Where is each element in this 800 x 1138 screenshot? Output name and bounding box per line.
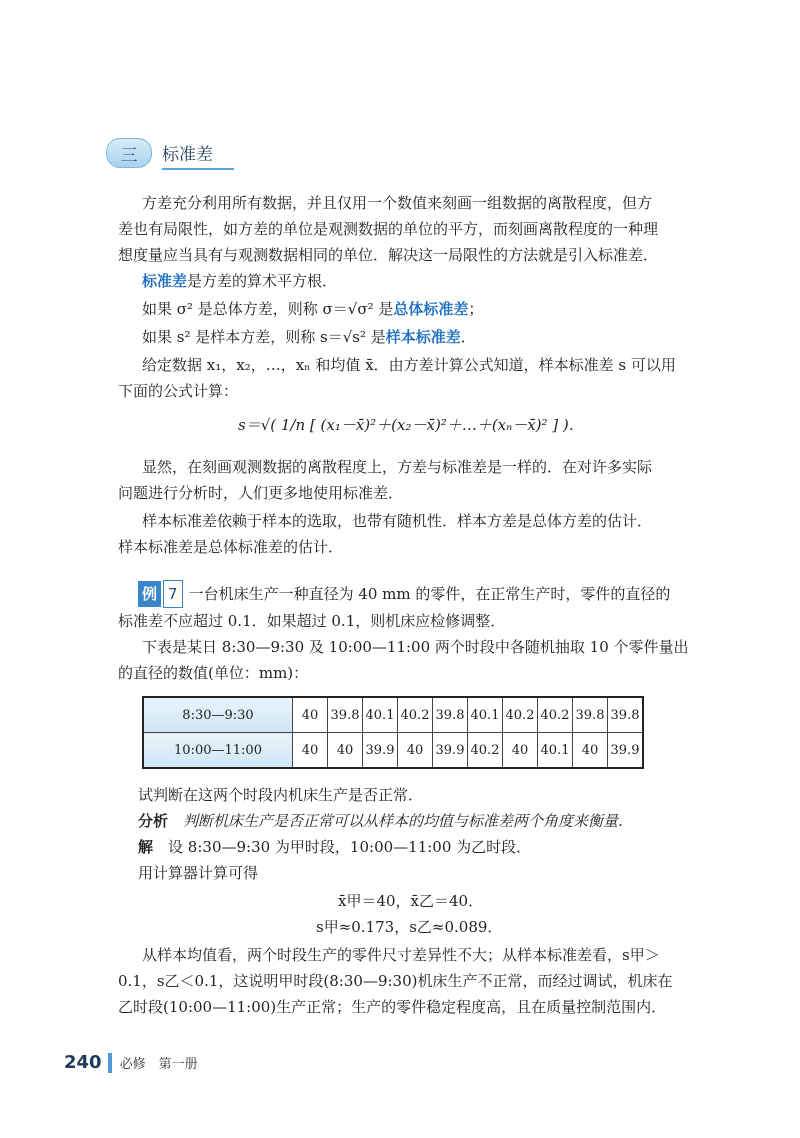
table-cell: 40.2 xyxy=(538,697,573,733)
table-cell: 40.2 xyxy=(503,697,538,733)
population-prefix: 如果 σ² 是总体方差，则称 σ＝√σ² 是 xyxy=(142,300,394,318)
example-line-3: 下表是某日 8:30—9:30 及 10:00—11:00 两个时段中各随机抽取 10 个零件量出 xyxy=(142,638,689,656)
table-cell: 40.2 xyxy=(398,697,433,733)
footer-divider xyxy=(108,1053,112,1073)
std-formula: s＝√( 1/n [ (x₁－x̄)²＋(x₂－x̄)²＋…＋(xₙ－x̄)² ] )． xyxy=(238,416,584,434)
intro-line-3: 想度量应当具有与观测数据相同的单位．解决这一局限性的方法就是引入标准差． xyxy=(118,246,659,264)
obviously-line-2: 问题进行分析时，人们更多地使用标准差． xyxy=(118,484,404,502)
section-title: 标准差 xyxy=(162,140,234,170)
section-heading xyxy=(106,138,234,168)
solution-label: 解 xyxy=(138,838,154,856)
intro-line-2: 差也有局限性，如方差的单位是观测数据的单位的平方，而刻画离散程度的一种理 xyxy=(118,220,659,238)
intro-line-1: 方差充分利用所有数据，并且仅用一个数值来刻画一组数据的离散程度，但方 xyxy=(142,194,653,212)
example-text-1: 一台机床生产一种直径为 40 mm 的零件，在正常生产时，零件的直径的 xyxy=(188,585,671,603)
definition-line xyxy=(118,268,337,294)
analysis-label: 分析 xyxy=(138,812,169,830)
population-std-line xyxy=(118,296,483,322)
table-cell: 40 xyxy=(293,733,328,769)
page-footer xyxy=(64,1052,198,1073)
table-cell: 39.9 xyxy=(363,733,398,769)
conclusion-line-1: 从样本均值看，两个时段生产的零件尺寸差异性不大；从样本标准差看，s甲＞ xyxy=(142,946,660,964)
table-cell: 40 xyxy=(398,733,433,769)
given-line-2: 下面的公式计算： xyxy=(118,382,239,400)
sample-prefix: 如果 s² 是样本方差，则称 s＝√s² 是 xyxy=(142,328,386,346)
conclusion-line-2: 0.1，s乙＜0.1，这说明甲时段(8:30—9:30)机床生产不正常，而经过调试，机床在 xyxy=(118,972,673,990)
row-label: 8:30—9:30 xyxy=(143,697,293,733)
table-cell: 40.1 xyxy=(468,697,503,733)
example-tag: 例 xyxy=(138,581,161,607)
analysis-line xyxy=(138,808,633,834)
example-line-1 xyxy=(138,580,670,608)
example-line-2: 标准差不应超过 0.1．如果超过 0.1，则机床应检修调整． xyxy=(118,612,506,630)
population-suffix: ； xyxy=(468,300,484,318)
table-cell: 40.1 xyxy=(363,697,398,733)
example-line-4: 的直径的数值(单位：mm)： xyxy=(118,664,309,682)
conclusion-line-3: 乙时段(10:00—11:00)生产正常；生产的零件稳定程度高，且在质量控制范围内． xyxy=(118,998,667,1016)
table-cell: 40.1 xyxy=(538,733,573,769)
definition-term: 标准差 xyxy=(142,272,188,290)
population-term: 总体标准差 xyxy=(393,300,469,318)
example-number: 7 xyxy=(163,580,183,608)
given-line-1: 给定数据 x₁，x₂，…，xₙ 和均值 x̄．由方差计算公式知道，样本标准差 s 可以用 xyxy=(142,356,676,374)
calc-line: 用计算器计算可得 xyxy=(138,864,259,882)
solution-line xyxy=(138,834,531,860)
section-number-badge: 三 xyxy=(106,138,152,168)
table-cell: 40.2 xyxy=(468,733,503,769)
table-cell: 39.8 xyxy=(328,697,363,733)
sample-std-line xyxy=(118,324,476,350)
table-row xyxy=(143,697,643,733)
table-row xyxy=(143,733,643,769)
table-cell: 40 xyxy=(573,733,608,769)
obviously-line-1: 显然，在刻画观测数据的离散程度上，方差与标准差是一样的．在对许多实际 xyxy=(142,458,653,476)
sample-suffix: ． xyxy=(460,328,476,346)
diameter-table xyxy=(142,696,644,769)
stds-line: s甲≈0.173，s乙≈0.089． xyxy=(316,918,503,936)
table-cell: 40 xyxy=(503,733,538,769)
table-cell: 40 xyxy=(293,697,328,733)
table-cell: 39.8 xyxy=(433,697,468,733)
table-cell: 39.8 xyxy=(608,697,644,733)
analysis-text: 判断机床生产是否正常可以从样本的均值与标准差两个角度来衡量． xyxy=(183,812,634,830)
row-label: 10:00—11:00 xyxy=(143,733,293,769)
question-line: 试判断在这两个时段内机床生产是否正常． xyxy=(138,786,424,804)
book-title: 必修 第一册 xyxy=(119,1057,198,1072)
table-cell: 40 xyxy=(328,733,363,769)
page-number: 240 xyxy=(64,1052,102,1073)
definition-rest: 是方差的算术平方根． xyxy=(187,272,338,290)
dependency-line-2: 样本标准差是总体标准差的估计． xyxy=(118,538,344,556)
table-cell: 39.8 xyxy=(573,697,608,733)
table-cell: 39.9 xyxy=(608,733,644,769)
table-cell: 39.9 xyxy=(433,733,468,769)
means-line: x̄甲＝40，x̄乙＝40． xyxy=(338,892,484,910)
solution-text: 设 8:30—9:30 为甲时段，10:00—11:00 为乙时段． xyxy=(168,838,532,856)
dependency-line-1: 样本标准差依赖于样本的选取，也带有随机性．样本方差是总体方差的估计． xyxy=(142,512,653,530)
sample-term: 样本标准差 xyxy=(385,328,461,346)
